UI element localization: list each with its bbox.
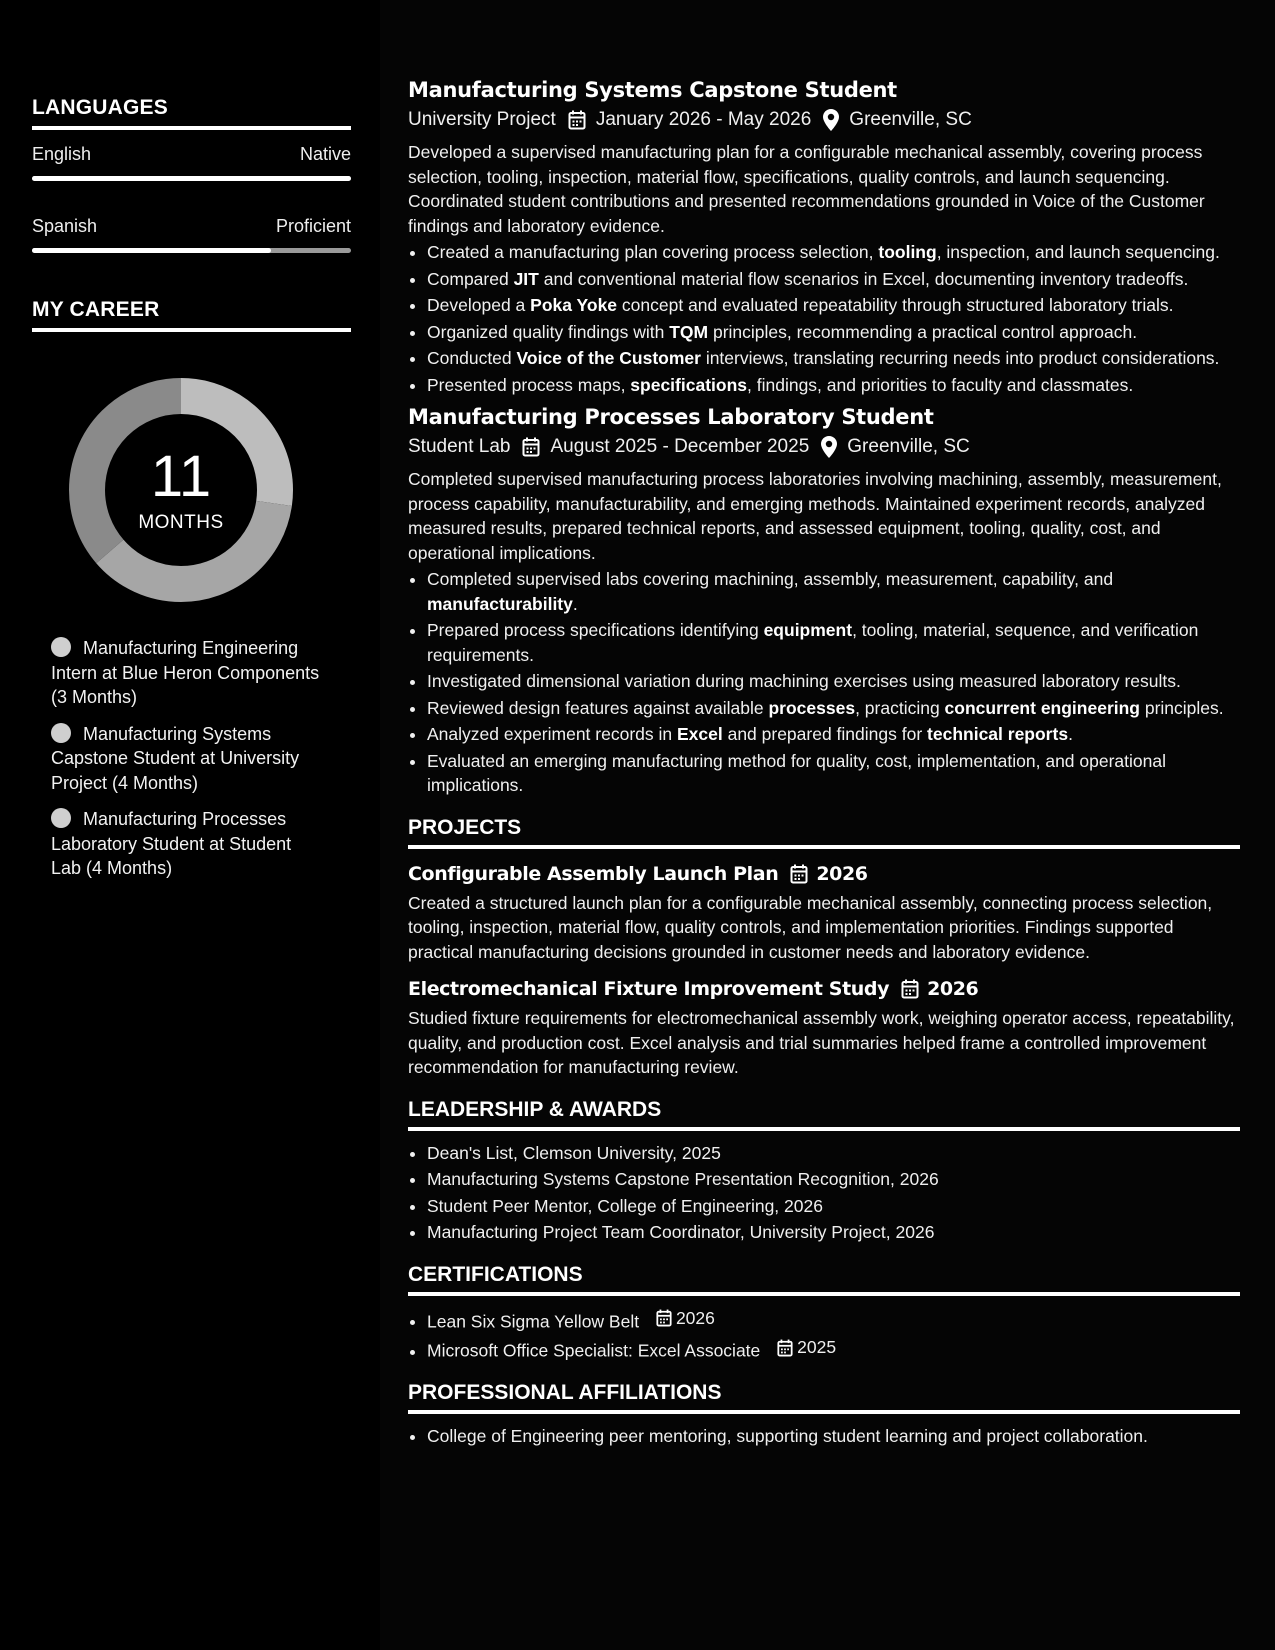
job-meta bbox=[408, 109, 1240, 131]
language-list bbox=[32, 144, 351, 253]
projects-section bbox=[408, 816, 1240, 1080]
language-item bbox=[32, 216, 351, 253]
career-legend-item bbox=[51, 807, 321, 881]
bullet-item: • Reviewed design features against available processes, practicing concurrent engineering principles. bbox=[427, 696, 1240, 721]
project-year: 2026 bbox=[927, 978, 979, 1000]
bullet-item: • Investigated dimensional variation during machining exercises using measured laboratory results. bbox=[427, 669, 1240, 694]
calendar-icon bbox=[790, 864, 808, 884]
project-entry bbox=[408, 978, 1240, 1080]
project-entry bbox=[408, 863, 1240, 965]
career-total-value: 11 bbox=[150, 444, 212, 509]
certification-name: Lean Six Sigma Yellow Belt bbox=[427, 1310, 640, 1331]
career-heading: MY CAREER bbox=[32, 298, 351, 332]
language-proficiency-fill bbox=[32, 248, 271, 253]
certification-year: 2025 bbox=[797, 1337, 837, 1358]
bullet-item: • Created a manufacturing plan covering process selection, tooling, inspection, and launch sequencing. bbox=[427, 240, 1240, 265]
career-legend-label: Manufacturing Engineering Intern at Blue Heron Components (3 Months) bbox=[51, 638, 320, 707]
job-summary: Developed a supervised manufacturing plan for a configurable mechanical assembly, covering process selection, tooling, inspection, material flow, specifications, quality controls, and launch sequencing. Coordinated student contributions and presented recommendations grounded in Voice of the Customer findings and laboratory evidence. bbox=[408, 142, 1205, 236]
career-legend-item bbox=[51, 636, 321, 710]
resume-content bbox=[408, 78, 1240, 1451]
project-title: Configurable Assembly Launch Plan bbox=[408, 862, 779, 885]
affiliations-section bbox=[408, 1381, 1240, 1449]
job-summary: Completed supervised manufacturing process laboratories involving machining, assembly, measurement, process capability, manufacturability, and emerging methods. Maintained experiment records, analyzed measured results, prepared technical reports, and assessed equipment, tooling, quality, cost, and operational implications. bbox=[408, 469, 1222, 563]
projects-heading: PROJECTS bbox=[408, 816, 1240, 849]
certifications-heading: CERTIFICATIONS bbox=[408, 1263, 1240, 1296]
bullet-item: • Developed a Poka Yoke concept and evaluated repeatability through structured laboratory trials. bbox=[427, 293, 1240, 318]
bullet-item: • Conducted Voice of the Customer interviews, translating recurring needs into product considerations. bbox=[427, 346, 1240, 371]
bullet-item: • Presented process maps, specifications, findings, and priorities to faculty and classmates. bbox=[427, 373, 1240, 398]
job-location: Greenville, SC bbox=[847, 436, 970, 457]
bullet-item: • Prepared process specifications identifying equipment, tooling, material, sequence, and verification requirements. bbox=[427, 618, 1240, 667]
language-name: English bbox=[32, 144, 92, 164]
bullet-dot-icon bbox=[51, 637, 71, 657]
language-level: Native bbox=[299, 144, 351, 164]
list-item: • College of Engineering peer mentoring, supporting student learning and project collaboration. bbox=[427, 1424, 1240, 1449]
experience-entry bbox=[408, 405, 1240, 798]
bullet-item: • Analyzed experiment records in Excel and prepared findings for technical reports. bbox=[427, 722, 1240, 747]
job-meta bbox=[408, 436, 1240, 458]
job-bullets bbox=[408, 567, 1240, 798]
job-location: Greenville, SC bbox=[849, 109, 972, 130]
project-description: Created a structured launch plan for a configurable mechanical assembly, connecting process selection, tooling, inspection, material flow, quality controls, and implementation priorities. Findings supported practical manufacturing decisions grounded in customer needs and laboratory evidence. bbox=[408, 892, 1213, 962]
list-item: • Manufacturing Systems Capstone Presentation Recognition, 2026 bbox=[427, 1167, 1240, 1192]
language-proficiency-bar bbox=[32, 248, 351, 253]
language-item bbox=[32, 144, 351, 181]
project-year: 2026 bbox=[816, 862, 868, 885]
job-organization: University Project bbox=[408, 109, 556, 130]
career-legend bbox=[51, 636, 321, 881]
certifications-list bbox=[408, 1306, 1240, 1364]
career-legend-label: Manufacturing Systems Capstone Student at University Project (4 Months) bbox=[51, 723, 300, 793]
list-item: • Student Peer Mentor, College of Engineering, 2026 bbox=[427, 1194, 1240, 1219]
project-description: Studied fixture requirements for electromechanical assembly work, weighing operator access, repeatability, quality, and production cost. Excel analysis and trial summaries helped frame a controlled improvement recommendation for manufacturing review. bbox=[408, 1008, 1235, 1077]
project-title: Electromechanical Fixture Improvement Study bbox=[408, 978, 890, 1000]
calendar-icon bbox=[522, 437, 540, 457]
bullet-dot-icon bbox=[51, 723, 71, 743]
leadership-heading: LEADERSHIP & AWARDS bbox=[408, 1098, 1240, 1131]
calendar-icon bbox=[777, 1339, 793, 1357]
job-title: Manufacturing Processes Laboratory Student bbox=[408, 405, 934, 429]
certification-name: Microsoft Office Specialist: Excel Associate bbox=[427, 1340, 761, 1361]
language-level: Proficient bbox=[275, 216, 351, 236]
job-bullets bbox=[408, 240, 1240, 397]
languages-heading: LANGUAGES bbox=[32, 96, 351, 130]
certifications-section bbox=[408, 1263, 1240, 1364]
bullet-item: • Completed supervised labs covering machining, assembly, measurement, capability, and manufacturability. bbox=[427, 567, 1240, 616]
calendar-icon bbox=[656, 1309, 672, 1327]
list-item: • Manufacturing Project Team Coordinator, University Project, 2026 bbox=[427, 1220, 1240, 1245]
job-dates: August 2025 - December 2025 bbox=[550, 436, 810, 457]
list-item: • Dean's List, Clemson University, 2025 bbox=[427, 1141, 1240, 1166]
language-proficiency-fill bbox=[32, 176, 351, 181]
career-total-unit: MONTHS bbox=[138, 512, 224, 533]
sidebar bbox=[0, 0, 380, 1650]
experience-entry bbox=[408, 78, 1240, 397]
career-legend-label: Manufacturing Processes Laboratory Student at Student Lab (4 Months) bbox=[51, 809, 292, 878]
leadership-section bbox=[408, 1098, 1240, 1245]
calendar-icon bbox=[901, 979, 919, 999]
location-pin-icon bbox=[821, 436, 837, 458]
affiliations-list bbox=[408, 1424, 1240, 1449]
location-pin-icon bbox=[823, 109, 839, 131]
list-item bbox=[427, 1306, 1240, 1334]
job-title: Manufacturing Systems Capstone Student bbox=[408, 78, 897, 102]
calendar-icon bbox=[568, 110, 586, 130]
certification-year: 2026 bbox=[675, 1307, 715, 1328]
bullet-item: • Compared JIT and conventional material flow scenarios in Excel, documenting inventory tradeoffs. bbox=[427, 267, 1240, 292]
bullet-item: • Organized quality findings with TQM principles, recommending a practical control approach. bbox=[427, 320, 1240, 345]
leadership-list bbox=[408, 1141, 1240, 1245]
list-item bbox=[427, 1335, 1240, 1363]
career-legend-item bbox=[51, 722, 321, 796]
job-organization: Student Lab bbox=[408, 436, 511, 457]
language-proficiency-bar bbox=[32, 176, 351, 181]
job-dates: January 2026 - May 2026 bbox=[595, 109, 812, 130]
bullet-dot-icon bbox=[51, 808, 71, 828]
language-name: Spanish bbox=[32, 216, 98, 236]
bullet-item: • Evaluated an emerging manufacturing method for quality, cost, implementation, and operational implications. bbox=[427, 749, 1240, 798]
affiliations-heading: PROFESSIONAL AFFILIATIONS bbox=[408, 1381, 1240, 1414]
career-donut-chart bbox=[67, 376, 295, 604]
